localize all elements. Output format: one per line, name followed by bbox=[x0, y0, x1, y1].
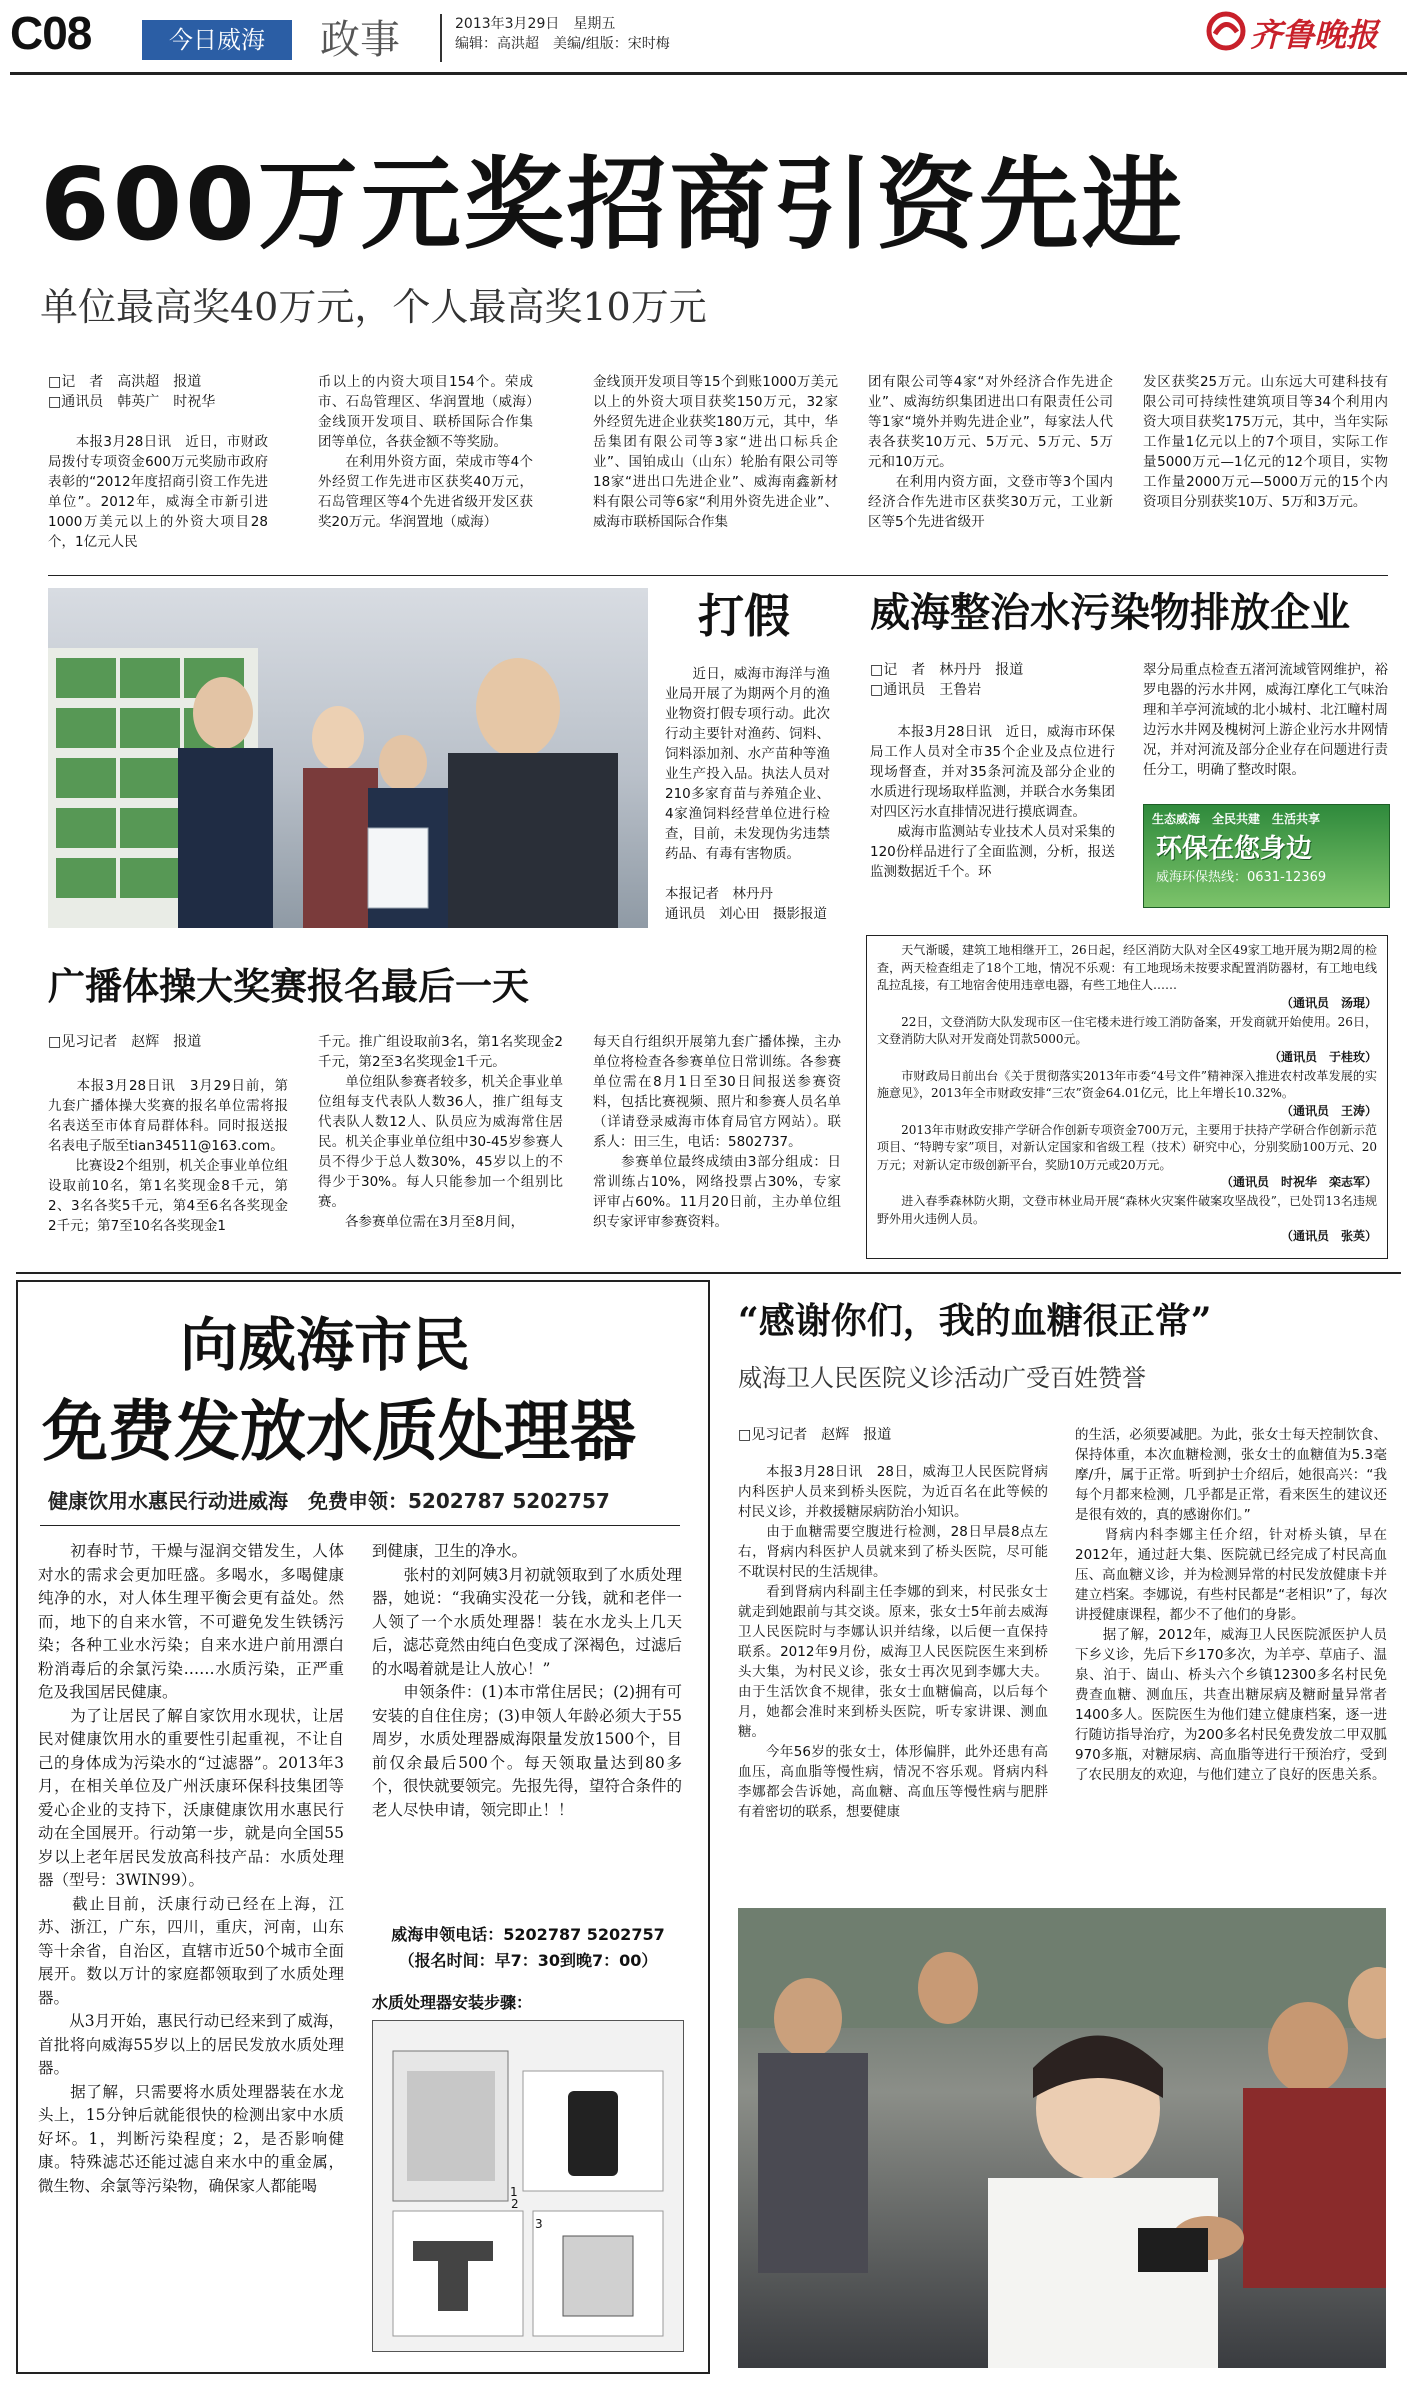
lead-headline: 600万元奖招商引资先进 bbox=[40, 146, 1185, 263]
purifier-headline-2: 免费发放水质处理器 bbox=[42, 1393, 636, 1470]
news-briefs-list bbox=[867, 936, 1387, 1253]
header-rule bbox=[10, 72, 1407, 75]
column-label: 政事 bbox=[320, 17, 400, 63]
purifier-hours: （报名时间：早7：30到晚7：00） bbox=[398, 1951, 658, 1970]
lead-column-2: 币以上的内资大项目154个。荣成市、石岛管理区、华润置地（威海）金线顶开发项目、联桥国际合作集团等单位，各获金额不等奖励。 在利用外资方面，荣成市等4个外经贸工作先进市区获奖40万元，石岛管理区等4个先进省级开发区获奖20万元。华润置地（威海） bbox=[318, 374, 533, 530]
news-brief-item bbox=[877, 942, 1377, 1012]
gym-column-1: 本报3月28日讯 3月29日前，第九套广播体操大奖赛的报名单位需将报名表送至市体育局群体科。同时报送报名表电子版至tian34511@163.com。 比赛设2个组别，机关企事业单位组设取前10名，第1名奖现金8千元，第2、3名各奖5千元，第4至6名各奖现金2千元；第7至10名各奖现金1 bbox=[48, 1078, 288, 1234]
fake-body: 近日，威海市海洋与渔业局开展了为期两个月的渔业物资打假专项行动。此次行动主要针对渔药、饲料、饲料添加剂、水产苗种等渔业生产投入品。执法人员对210多家育苗与养殖企业、4家渔饲料经营单位进行检查，目前，未发现伪劣违禁药品、有毒有害物质。 bbox=[665, 666, 830, 862]
lead-column-3: 金线顶开发项目等15个到账1000万美元以上的外资大项目获奖150万元，32家外经贸先进企业获奖180万元，其中，华岳集团有限公司等3家“进出口标兵企业”、国铂成山（山东）轮胎有限公司等18家“进出口先进企业”、威海南鑫新材料有限公司等6家“利用外资先进企业”、威海市联桥国际合作集 bbox=[593, 374, 838, 530]
inspection-photo-illustration bbox=[48, 588, 648, 928]
news-brief-credit: （通讯员 张英） bbox=[1280, 1229, 1377, 1243]
masthead-logo bbox=[1205, 10, 1247, 56]
lead-byline: □记 者 高洪超 报道 □通讯员 韩英广 时祝华 bbox=[48, 374, 216, 410]
environment-ad-title: 环保在您身边 bbox=[1156, 834, 1313, 864]
lead-column-4: 团有限公司等4家“对外经济合作先进企业”、威海纺织集团进出口有限责任公司等1家“境外并购先进企业”，每家法人代表各获奖10万元、5万元、5万元、5万元和10万元。 在利用内资方面，文登市等3个国内经济合作先进市区获奖30万元，工业新区等5个先进省级开 bbox=[868, 374, 1113, 530]
purifier-headline-1: 向威海市民 bbox=[180, 1311, 471, 1379]
lead-column-1: 本报3月28日讯 近日，市财政局拨付专项资金600万元奖励市政府表彰的“2012年度招商引资工作先进单位”。2012年，威海全市新引进1000万美元以上的外资大项目28个，1亿元人民 bbox=[48, 434, 268, 550]
environment-ad-slogan: 生态威海 全民共建 生活共享 bbox=[1152, 812, 1321, 826]
purifier-column-2: 到健康，卫生的净水。 张村的刘阿姨3月初就领取到了水质处理器，她说：“我确实没花一分钱，就和老伴一人领了一个水质处理器！装在水龙头上几天后，滤芯竟然由纯白色变成了深褐色，过滤后的水喝着就是让人放心！” 申领条件：(1)本市常住居民；(2)拥有可安装的自住住房；(3)申领人年龄必须大于55周岁，水质处理器威海限量发放1500个，目前仅余最后500个。每天领取量达到80多个，很快就要领完。先报先得，望符合条件的老人尽快申请，领完即止！！ bbox=[372, 1542, 683, 1819]
dateline bbox=[455, 14, 670, 54]
gym-headline: 广播体操大奖赛报名最后一天 bbox=[48, 964, 529, 1008]
news-brief-text: 天气渐暖，建筑工地相继开工，26日起，经区消防大队对全区49家工地开展为期2周的检查，两天检查组走了18个工地，情况不乐观：有工地现场未按要求配置消防器材，有工地电线乱拉乱接，有工地宿舍使用违章电器，有些工地住人…… bbox=[877, 943, 1377, 992]
gym-byline: □见习记者 赵辉 报道 bbox=[48, 1034, 202, 1050]
mid-page-rule bbox=[16, 1272, 1401, 1274]
purifier-steps-title: 水质处理器安装步骤： bbox=[372, 1993, 533, 2012]
step-label-1: 1 bbox=[510, 2185, 518, 2199]
issue-date: 2013年3月29日 星期五 bbox=[455, 16, 616, 32]
fake-headline: 打假 bbox=[698, 589, 790, 643]
lead-column-5: 发区获奖25万元。山东远大可建科技有限公司可持续性建筑项目等34个利用内资大项目获奖175万元，其中，当年实际工作量1亿元以上的7个项目，实际工作量5000万元—1亿元的12个项目，实物工作量2000万元—5000万元的15个内资项目分别获奖10万、5万和3万元。 bbox=[1143, 374, 1388, 510]
news-brief-item bbox=[877, 1193, 1377, 1245]
gym-column-2: 千元。推广组设取前3名，第1名奖现金2千元，第2至3名奖现金1千元。 单位组队参赛者较多，机关企事业单位组每支代表队人数36人，推广组每支代表队人数12人、队员应为威海常住居民。机关企事业单位组中30-45岁参赛人员不得少于总人数30%，45岁以上的不得少于30%。每人只能参加一个组别比赛。 各参赛单位需在3月至8月间， bbox=[318, 1034, 563, 1230]
hospital-column-1: 本报3月28日讯 28日，威海卫人民医院肾病内科医护人员来到桥头医院，为近百名在此等候的村民义诊，并救援糖尿病防治小知识。 由于血糖需要空腹进行检测，28日早晨8点左右，肾病内科医护人员就来到了桥头医院，尽可能不耽误村民的生活规律。 看到肾病内科副主任李娜的到来，村民张女士就走到她跟前与其交谈。原来，张女士5年前去威海卫人民医院时与李娜认识并结缘，以后便一直保持联系。2012年9月份，威海卫人民医院医生来到桥头大集，为村民义诊，张女士再次见到李娜大夫。由于生活饮食不规律，张女士血糖偏高，以后每个月，她都会准时来到桥头医院，听专家讲课、测血糖。 今年56岁的张女士，体形偏胖，此外还患有高血压，高血脂等慢性病，情况不容乐观。肾病内科李娜都会告诉她，高血糖、高血压等慢性病与肥胖有着密切的联系，想要健康 bbox=[738, 1464, 1048, 1820]
news-brief-credit: （通讯员 于桂玫） bbox=[1268, 1049, 1377, 1064]
header-divider bbox=[440, 14, 442, 62]
step-label-2: 2 bbox=[511, 2197, 519, 2211]
water-column-1: 本报3月28日讯 近日，威海市环保局工作人员对全市35个企业及点位进行现场督查，并对35条河流及部分企业的水质进行现场取样监测，并联合水务集团对四区污水直排情况进行摸底调查。 威海市监测站专业技术人员对采集的120份样品进行了全面监测，分析，报送监测数据近千个。环 bbox=[870, 724, 1115, 880]
news-brief-text: 22日，文登消防大队发现市区一住宅楼未进行竣工消防备案，开发商就开始使用。26日，文登消防大队对开发商处罚款5000元。 bbox=[877, 1014, 1377, 1046]
purifier-steps-illustration bbox=[372, 2020, 684, 2352]
news-brief-item bbox=[877, 1068, 1377, 1120]
news-brief-text: 进入春季森林防火期，文登市林业局开展“森林火灾案件破案攻坚战役”，已处罚13名违规野外用火违例人员。 bbox=[877, 1194, 1377, 1226]
news-brief-item bbox=[877, 1014, 1377, 1066]
purifier-subheadline: 健康饮用水惠民行动进威海 免费申领：5202787 5202757 bbox=[48, 1489, 610, 1513]
hospital-column-2: 的生活，必须要减肥。为此，张女士每天控制饮食、保持体重，本次血糖检测，张女士的血糖值为5.3毫摩/升，属于正常。听到护士介绍后，她很高兴：“我每个月都来检测，几乎都是正常，看来医生的建议还是很有效的，真的感谢你们。” 肾病内科李娜主任介绍，针对桥头镇，早在2012年，通过赶大集、医院就已经完成了村民高血压、高血糖义诊，并为检测异常的村民发放健康卡并建立档案。李娜说，有些村民都是“老相识”了，每次讲授健康课程，都少不了他们的身影。 据了解，2012年，威海卫人民医院派医护人员下乡义诊，先后下乡170多次，为羊亭、草庙子、温泉、泊于、崮山、桥头六个乡镇12300多名村民免费查血糖、测血压，共查出糖尿病及糖耐量异常者1400多人。医院医生为他们建立健康档案，逐一进行随访指导治疗，为200多名村民免费发放二甲双胍970多瓶，对糖尿病、高血脂等进行干预治疗，受到了农民朋友的欢迎，与他们建立了良好的医患关系。 bbox=[1075, 1427, 1387, 1783]
purifier-rule bbox=[40, 1525, 680, 1526]
news-brief-credit: （通讯员 王涛） bbox=[1280, 1103, 1377, 1118]
clinic-photo-illustration bbox=[738, 1908, 1386, 2368]
water-byline: □记 者 林丹丹 报道 □通讯员 王鲁岩 bbox=[870, 662, 1024, 698]
hospital-headline: “感谢你们，我的血糖很正常” bbox=[738, 1300, 1212, 1342]
news-brief-credit: （通讯员 时祝华 栾志军） bbox=[1220, 1175, 1377, 1189]
water-column-2: 翠分局重点检查五渚河流域管网维护，裕罗电器的污水井网，威海江摩化工气味治理和羊亭河流域的北小城村、北江疃村周边污水井网及槐树河上游企业污水井网情况，并对河流及部分企业存在问题进行责任分工，明确了整改时限。 bbox=[1143, 662, 1388, 778]
news-brief-item bbox=[877, 1122, 1377, 1192]
water-headline: 威海整治水污染物排放企业 bbox=[870, 589, 1350, 636]
news-brief-credit: （通讯员 汤琨） bbox=[1280, 995, 1377, 1010]
purifier-device-icon bbox=[373, 2021, 683, 2351]
hospital-subheadline: 威海卫人民医院义诊活动广受百姓赞誉 bbox=[738, 1364, 1146, 1392]
page-number: C08 bbox=[10, 7, 92, 59]
hospital-byline: □见习记者 赵辉 报道 bbox=[738, 1427, 892, 1443]
purifier-phone: 威海申领电话：5202787 5202757 bbox=[391, 1925, 665, 1944]
news-brief-text: 市财政局日前出台《关于贯彻落实2013年市委“4号文件”精神深入推进农村改革发展的实施意见》，2013年全市财政安排“三农”资金64.01亿元，比上年增长10.32%。 bbox=[877, 1068, 1377, 1100]
editor-credit: 编辑：高洪超 美编/组版：宋时梅 bbox=[455, 36, 670, 52]
red-swirl-logo-icon bbox=[1205, 10, 1247, 52]
gym-column-3: 每天自行组织开展第九套广播体操，主办单位将检查各参赛单位日常训练。各参赛单位需在8月1日至30日间报送参赛资料，包括比赛视频、照片和参赛人员名单（详请登录威海市体育局官方网站）。联系人：田三生，电话：5802737。 参赛单位最终成绩由3部分组成：日常训练占10%，网络投票占30%，专家评审占60%。11月20日前，主办单位组织专家评审参赛资料。 bbox=[593, 1034, 841, 1230]
fake-credit: 本报记者 林丹丹 通讯员 刘心田 摄影报道 bbox=[665, 886, 827, 922]
inspection-photo bbox=[48, 588, 648, 928]
lead-subheadline: 单位最高奖40万元，个人最高奖10万元 bbox=[40, 285, 707, 329]
lead-bottom-rule bbox=[48, 575, 1388, 576]
environment-ad bbox=[1143, 804, 1390, 908]
purifier-contact bbox=[372, 1922, 684, 1974]
news-briefs-box bbox=[866, 935, 1388, 1259]
news-brief-text: 2013年市财政安排产学研合作创新专项资金700万元，主要用于扶持产学研合作创新示范项目、“特聘专家”项目，对新认定国家和省级工程（技术）研究中心，分别奖励100万元、20万元；对新认定市级创新平台，奖励10万元或20万元。 bbox=[877, 1122, 1377, 1172]
clinic-photo bbox=[738, 1908, 1386, 2368]
purifier-column-1: 初春时节，干燥与湿润交错发生，人体对水的需求会更加旺盛。多喝水，多喝健康纯净的水，对人体生理平衡会更有益处。然而，地下的自来水管，不可避免发生铁锈污染；各种工业水污染；自来水进户前用漂白粉消毒后的余氯污染……水质污染，正严重危及我国居民健康。 为了让居民了解自家饮用水现状，让居民对健康饮用水的重要性引起重视，不让自己的身体成为污染水的“过滤器”。2013年3月，在相关单位及广州沃康环保科技集团等爱心企业的支持下，沃康健康饮用水惠民行动在全国展开。行动第一步，就是向全国55岁以上老年居民发放高科技产品：水质处理器（型号：3WIN99）。 截止目前，沃康行动已经在上海，江苏、浙江，广东，四川，重庆，河南，山东等十余省，自治区，直辖市近50个城市全面展开。数以万计的家庭都领取到了水质处理器。 从3月开始，惠民行动已经来到了威海，首批将向威海55岁以上的居民发放水质处理器。 据了解，只需要将水质处理器装在水龙头上，15分钟后就能很快的检测出家中水质好坏。1，判断污染程度；2，是否影响健康。特殊滤芯还能过滤自来水中的重金属，微生物、余氯等污染物，确保家人都能喝 bbox=[38, 1542, 344, 2195]
paper-name: 齐鲁晚报 bbox=[1250, 16, 1379, 54]
environment-ad-phone: 威海环保热线：0631-12369 bbox=[1156, 870, 1327, 885]
section-label: 今日威海 bbox=[142, 20, 292, 60]
step-label-3: 3 bbox=[535, 2217, 543, 2231]
